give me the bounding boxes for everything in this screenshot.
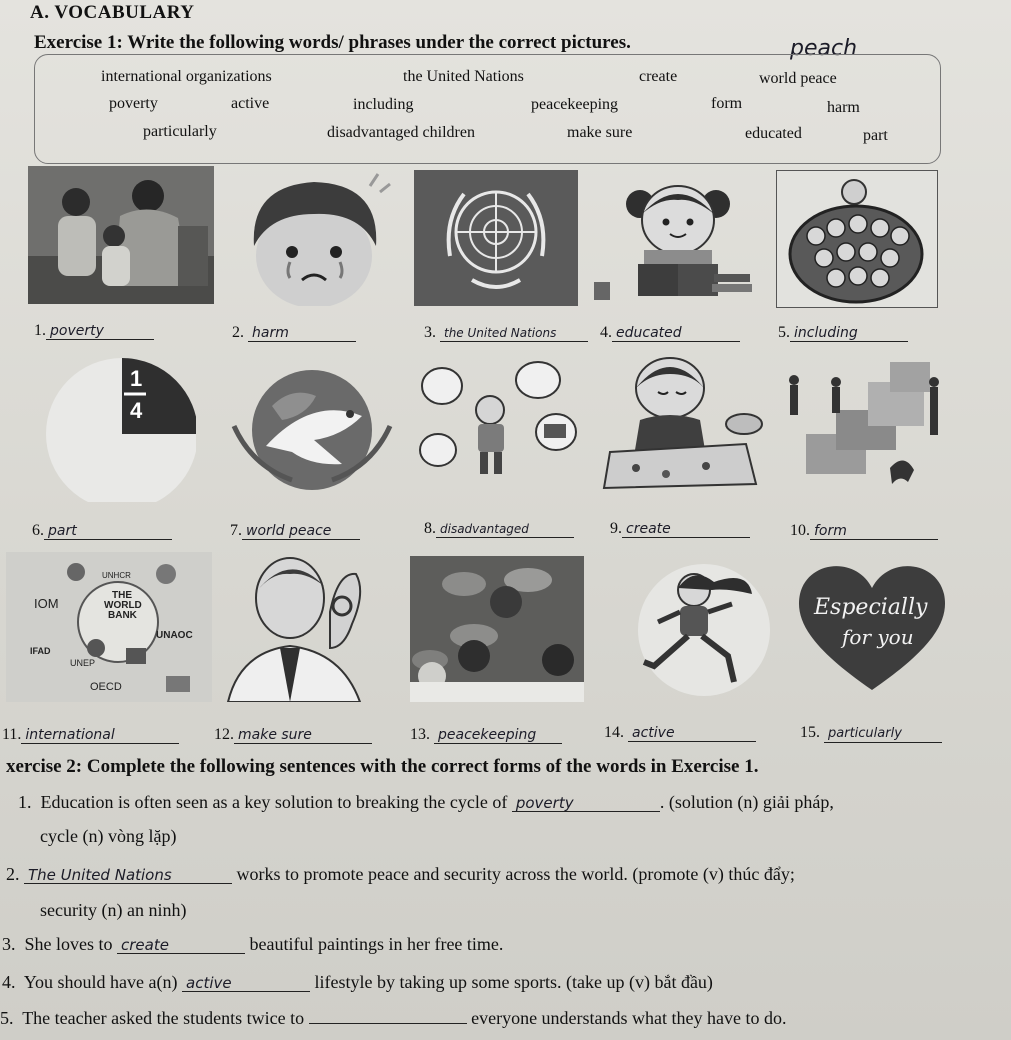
people-building-blocks (780, 352, 944, 498)
heart-text-line1: Especially (814, 595, 928, 620)
sentence-2-answer[interactable]: The United Nations (24, 867, 232, 884)
answer-7[interactable]: world peace (242, 523, 360, 540)
poor-family-photo (28, 166, 214, 304)
answer-line-2: 2. harm (232, 324, 356, 342)
organization-logos (6, 552, 212, 702)
sentence-4: 4. You should have a(n) active lifestyle by taking up some sports. (take up (v) bắt đầu) (2, 972, 713, 992)
word-bank-item: peacekeeping (531, 96, 619, 113)
answer-15[interactable]: particularly (824, 726, 942, 743)
word-bank-item: disadvantaged children (327, 124, 475, 141)
word-bank-item: active (231, 95, 270, 112)
answer-13[interactable]: peacekeeping (434, 727, 562, 744)
answer-line-9: 9. create (610, 520, 750, 538)
dove-globe (222, 356, 402, 498)
answer-line-3: 3. the United Nations (424, 324, 588, 342)
answer-line-10: 10. form (790, 522, 938, 540)
word-bank-item: form (711, 95, 743, 112)
logo-label: THE (112, 590, 132, 601)
sentence-1-answer[interactable]: poverty (512, 795, 660, 812)
word-bank-item: particularly (143, 123, 217, 140)
answer-line-1: 1. poverty (34, 322, 154, 340)
answer-14[interactable]: active (628, 725, 756, 742)
heart-text-line2: for you (842, 625, 914, 649)
logo-label: WORLD (104, 600, 142, 611)
child-thinking (416, 358, 580, 498)
answer-line-12: 12. make sure (214, 726, 372, 744)
answer-line-13: 13. peacekeeping (410, 726, 562, 744)
answer-line-15: 15. particularly (800, 724, 942, 743)
girl-painting (596, 352, 766, 494)
answer-8[interactable]: disadvantaged (436, 521, 574, 538)
sentence-4-answer[interactable]: active (182, 975, 310, 992)
girl-reading-book (594, 170, 760, 306)
answer-6[interactable]: part (44, 523, 172, 540)
exercise2-title: xercise 2: Complete the following sentences with the correct forms of the words in Exercise 1. (6, 756, 759, 777)
word-bank-item: make sure (567, 124, 633, 141)
word-bank-item: including (353, 96, 414, 113)
answer-line-7: 7. world peace (230, 522, 360, 540)
sentence-5-answer[interactable] (309, 1023, 467, 1024)
sentence-2-continued: security (n) an ninh) (40, 900, 187, 920)
quarter-pie (26, 352, 196, 502)
answer-2[interactable]: harm (248, 325, 356, 342)
un-emblem (414, 170, 578, 306)
sentence-3-answer[interactable]: create (117, 937, 245, 954)
answer-11[interactable]: international (21, 727, 179, 744)
answer-1[interactable]: poverty (46, 323, 154, 340)
answer-12[interactable]: make sure (234, 727, 372, 744)
word-bank-item: educated (745, 125, 802, 142)
word-bank-item: international organizations (101, 68, 272, 85)
answer-line-4: 4. educated (600, 324, 740, 342)
sentence-5: 5. The teacher asked the students twice to everyone understands what they have to do. (0, 1008, 787, 1028)
crowd-inside-circle (776, 170, 938, 308)
logo-label: IOM (34, 596, 59, 611)
word-bank-item: world peace (759, 70, 837, 87)
answer-line-14: 14. active (604, 724, 756, 742)
exercise1-title: Exercise 1: Write the following words/ phrases under the correct pictures. (34, 32, 631, 53)
logo-label: OECD (90, 681, 122, 693)
word-bank-item: poverty (109, 95, 158, 112)
section-heading: A. VOCABULARY (30, 2, 195, 23)
logo-label: UNHCR (102, 571, 131, 580)
answer-line-11: 11. international (2, 726, 179, 744)
answer-9[interactable]: create (622, 521, 750, 538)
sentence-2: 2. The United Nations works to promote peace and security across the world. (promote (v) thúc đẩy; (6, 864, 795, 884)
logo-label: UNAOC (156, 630, 193, 641)
man-ok-gesture (220, 552, 386, 702)
sentence-3: 3. She loves to create beautiful paintings in her free time. (2, 934, 504, 954)
word-bank-item: harm (827, 99, 860, 116)
heart-especially (794, 556, 950, 696)
peacekeepers-photo (410, 556, 584, 702)
crying-child-illustration (230, 166, 400, 306)
answer-line-6: 6. part (32, 522, 172, 540)
girl-running (630, 560, 776, 700)
margin-handwriting: peach (790, 36, 858, 61)
answer-10[interactable]: form (810, 523, 938, 540)
word-bank-item: part (863, 127, 888, 144)
answer-4[interactable]: educated (612, 325, 740, 342)
word-bank-item: the United Nations (403, 68, 524, 85)
answer-line-5: 5. including (778, 324, 908, 342)
answer-5[interactable]: including (790, 325, 908, 342)
word-bank-item: create (639, 68, 678, 85)
sentence-1-continued: cycle (n) vòng lặp) (40, 826, 177, 846)
pie-denominator: 4 (130, 398, 143, 423)
word-bank-box (34, 54, 941, 164)
logo-label: IFAD (30, 646, 51, 656)
logo-label: UNEP (70, 658, 96, 668)
pie-numerator: 1 (130, 366, 143, 391)
answer-line-8: 8. disadvantaged (424, 520, 574, 538)
logo-label: BANK (108, 610, 137, 621)
answer-3[interactable]: the United Nations (440, 325, 588, 342)
sentence-1: 1. Education is often seen as a key solution to breaking the cycle of poverty . (solution (n) giải pháp, (18, 792, 834, 812)
